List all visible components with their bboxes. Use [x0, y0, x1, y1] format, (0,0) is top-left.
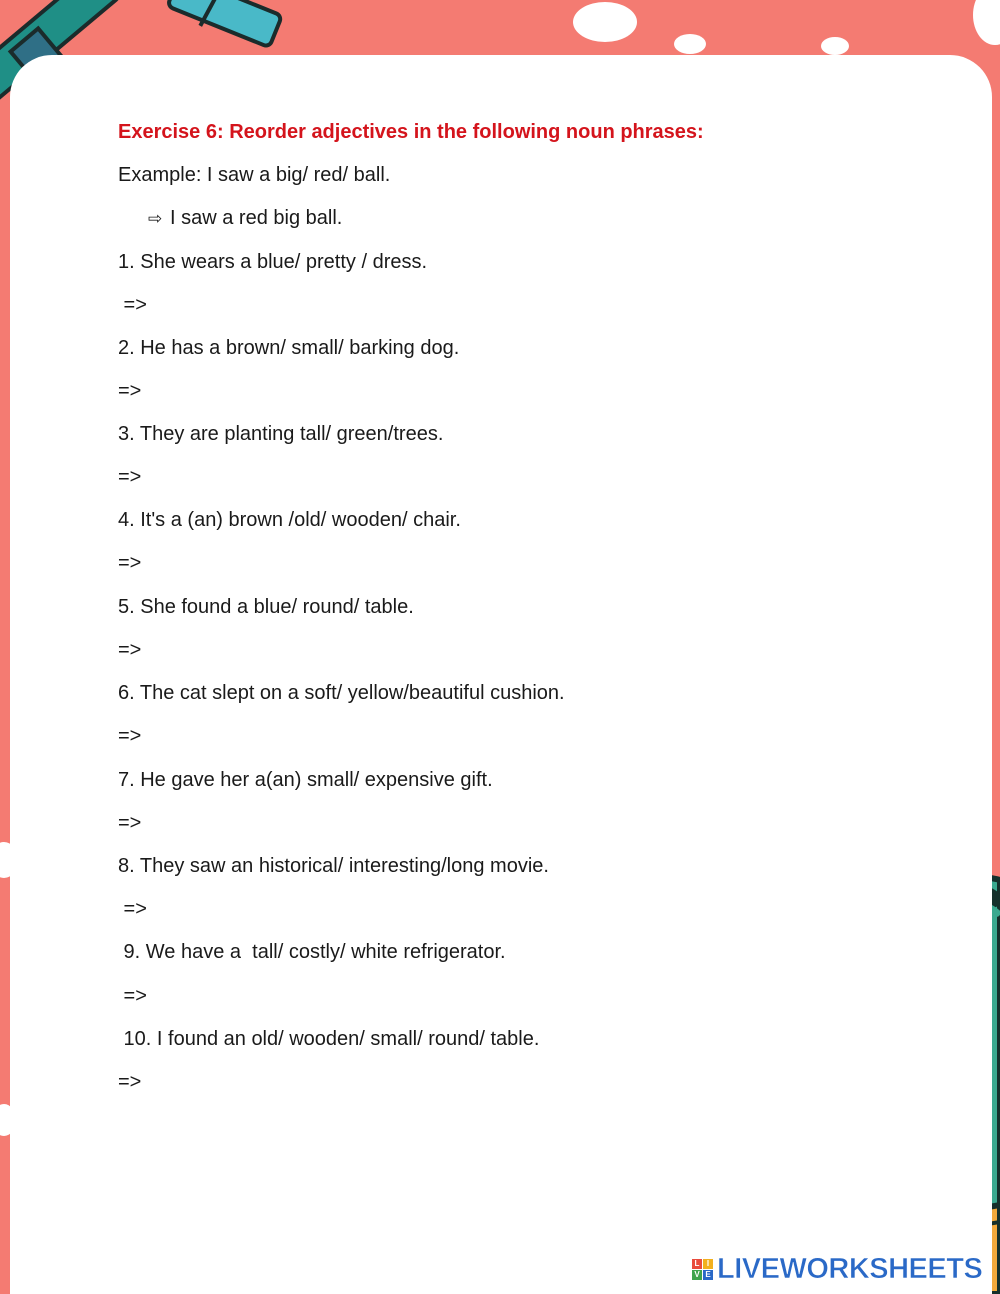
answer-prompt-5[interactable]: =>	[118, 639, 142, 661]
question-5: 5. She found a blue/ round/ table.	[118, 596, 414, 618]
question-2: 2. He has a brown/ small/ barking dog.	[118, 337, 460, 359]
exercise-title: Exercise 6: Reorder adjectives in the following noun phrases:	[118, 121, 704, 143]
liveworksheets-mark-icon	[692, 1259, 713, 1280]
answer-prompt-7[interactable]: =>	[118, 812, 142, 834]
question-3: 3. They are planting tall/ green/trees.	[118, 423, 444, 445]
logo-mark-letter: I	[703, 1259, 713, 1269]
answer-prompt-1[interactable]: =>	[118, 294, 147, 316]
question-7: 7. He gave her a(an) small/ expensive gift.	[118, 769, 493, 791]
answer-prompt-3[interactable]: =>	[118, 466, 142, 488]
example-answer-row	[148, 204, 342, 233]
question-9: 9. We have a tall/ costly/ white refrigerator.	[118, 941, 506, 963]
answer-prompt-4[interactable]: =>	[118, 552, 142, 574]
logo-mark-letter: E	[703, 1270, 713, 1280]
question-1: 1. She wears a blue/ pretty / dress.	[118, 251, 428, 273]
answer-prompt-9[interactable]: =>	[118, 985, 147, 1007]
answer-prompt-8[interactable]: =>	[118, 898, 147, 920]
liveworksheets-logo[interactable]	[692, 1252, 982, 1286]
hollow-right-arrow-icon: ⇨	[148, 209, 163, 228]
example-sentence: Example: I saw a big/ red/ ball.	[118, 164, 391, 186]
question-8: 8. They saw an historical/ interesting/long movie.	[118, 855, 549, 877]
frame-dots	[573, 0, 1000, 55]
question-4: 4. It's a (an) brown /old/ wooden/ chair.	[118, 509, 461, 531]
question-10: 10. I found an old/ wooden/ small/ round/ table.	[118, 1028, 540, 1050]
logo-mark-letter: L	[692, 1259, 702, 1269]
logo-mark-letter: V	[692, 1270, 702, 1280]
question-6: 6. The cat slept on a soft/ yellow/beautiful cushion.	[118, 682, 565, 704]
answer-prompt-2[interactable]: =>	[118, 380, 142, 402]
answer-prompt-10[interactable]: =>	[118, 1071, 142, 1093]
pen-top-center-icon	[167, 0, 282, 47]
logo-text: LIVEWORKSHEETS	[717, 1252, 983, 1285]
worksheet-card	[10, 55, 992, 1294]
example-answer: I saw a red big ball.	[170, 207, 343, 229]
answer-prompt-6[interactable]: =>	[118, 725, 142, 747]
